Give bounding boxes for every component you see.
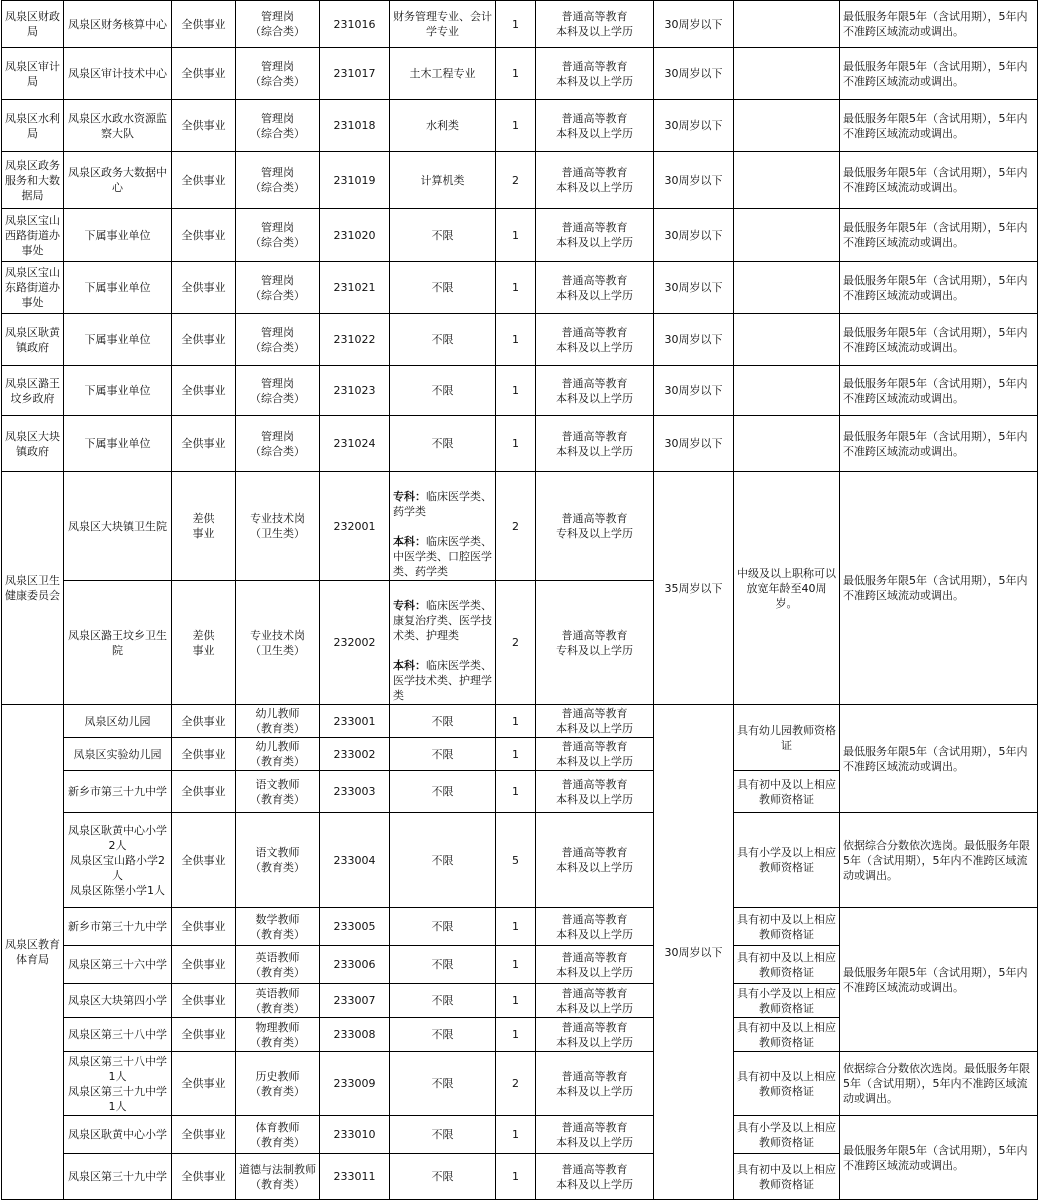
cell-dept: 下属事业单位	[64, 314, 172, 366]
cell-major: 土木工程专业	[390, 48, 496, 100]
table-row	[2, 1116, 1038, 1154]
job-table	[1, 0, 1038, 1200]
cell-code: 233011	[320, 1154, 390, 1200]
cell-edu: 普通高等教育 专科及以上学历	[536, 581, 654, 705]
cell-unit: 凤泉区审计局	[2, 48, 64, 100]
cell-nature: 全供事业	[172, 1154, 236, 1200]
cell-major: 不限	[390, 314, 496, 366]
cell-post: 道德与法制教师 （教育类）	[236, 1154, 320, 1200]
cell-dept: 下属事业单位	[64, 209, 172, 262]
cell-note: 最低服务年限5年（含试用期），5年内不准跨区域流动或调出。	[840, 705, 1038, 813]
cell-major: 不限	[390, 1018, 496, 1052]
cell-post: 管理岗 （综合类）	[236, 209, 320, 262]
cell-note: 依据综合分数依次选岗。最低服务年限5年（含试用期），5年内不准跨区域流动或调出。	[840, 813, 1038, 908]
cell-nature: 全供事业	[172, 314, 236, 366]
cell-nature: 全供事业	[172, 209, 236, 262]
cell-nature: 差供 事业	[172, 472, 236, 581]
cell-dept: 下属事业单位	[64, 262, 172, 314]
cell-edu: 普通高等教育 本科及以上学历	[536, 813, 654, 908]
table-row	[2, 1052, 1038, 1116]
major-text-zk: 临床医学类、药学类	[393, 490, 492, 518]
cell-nature: 全供事业	[172, 262, 236, 314]
cell-unit: 凤泉区潞王坟乡政府	[2, 366, 64, 416]
cell-edu: 普通高等教育 本科及以上学历	[536, 1154, 654, 1200]
table-row	[2, 48, 1038, 100]
cell-unit: 凤泉区卫生健康委员会	[2, 472, 64, 705]
cell-post: 专业技术岗 （卫生类）	[236, 472, 320, 581]
cell-unit: 凤泉区耿黄镇政府	[2, 314, 64, 366]
cell-post: 物理教师 （教育类）	[236, 1018, 320, 1052]
cell-post: 语文教师 （教育类）	[236, 813, 320, 908]
cell-other: 具有初中及以上相应教师资格证	[734, 1154, 840, 1200]
cell-nature: 全供事业	[172, 946, 236, 984]
cell-post: 管理岗 （综合类）	[236, 262, 320, 314]
cell-dept: 凤泉区潞王坟乡卫生院	[64, 581, 172, 705]
cell-post: 语文教师 （教育类）	[236, 771, 320, 813]
cell-num: 1	[496, 100, 536, 152]
major-label-bk: 本科：	[393, 659, 426, 672]
cell-note: 最低服务年限5年（含试用期），5年内不准跨区域流动或调出。	[840, 1, 1038, 48]
cell-age: 30周岁以下	[654, 1, 734, 48]
cell-code: 231024	[320, 416, 390, 472]
cell-unit: 凤泉区宝山东路街道办事处	[2, 262, 64, 314]
cell-num: 1	[496, 48, 536, 100]
cell-dept: 新乡市第三十九中学	[64, 908, 172, 946]
cell-nature: 全供事业	[172, 813, 236, 908]
cell-edu: 普通高等教育 本科及以上学历	[536, 946, 654, 984]
cell-code: 231019	[320, 152, 390, 209]
cell-note: 依据综合分数依次选岗。最低服务年限5年（含试用期），5年内不准跨区域流动或调出。	[840, 1052, 1038, 1116]
cell-dept: 凤泉区第三十八中学1人 凤泉区第三十九中学1人	[64, 1052, 172, 1116]
cell-other: 具有初中及以上相应教师资格证	[734, 946, 840, 984]
cell-num: 1	[496, 416, 536, 472]
cell-age: 30周岁以下	[654, 416, 734, 472]
cell-edu: 普通高等教育 本科及以上学历	[536, 705, 654, 738]
cell-post: 管理岗 （综合类）	[236, 48, 320, 100]
cell-code: 233004	[320, 813, 390, 908]
cell-post: 幼儿教师 （教育类）	[236, 738, 320, 771]
table-row	[2, 152, 1038, 209]
table-row	[2, 472, 1038, 581]
major-label-zk: 专科：	[393, 490, 426, 503]
cell-note: 最低服务年限5年（含试用期），5年内不准跨区域流动或调出。	[840, 48, 1038, 100]
cell-num: 2	[496, 472, 536, 581]
cell-other: 具有初中及以上相应教师资格证	[734, 771, 840, 813]
cell-other	[734, 366, 840, 416]
cell-post: 管理岗 （综合类）	[236, 314, 320, 366]
cell-age: 30周岁以下	[654, 314, 734, 366]
cell-code: 232001	[320, 472, 390, 581]
cell-unit: 凤泉区财政局	[2, 1, 64, 48]
cell-note: 最低服务年限5年（含试用期），5年内不准跨区域流动或调出。	[840, 314, 1038, 366]
table-row	[2, 314, 1038, 366]
cell-other	[734, 262, 840, 314]
cell-dept: 凤泉区审计技术中心	[64, 48, 172, 100]
cell-nature: 差供 事业	[172, 581, 236, 705]
cell-num: 1	[496, 908, 536, 946]
cell-num: 1	[496, 705, 536, 738]
cell-num: 1	[496, 771, 536, 813]
table-row	[2, 262, 1038, 314]
cell-dept: 下属事业单位	[64, 416, 172, 472]
cell-major: 不限	[390, 209, 496, 262]
cell-dept: 凤泉区大块第四小学	[64, 984, 172, 1018]
cell-code: 232002	[320, 581, 390, 705]
cell-nature: 全供事业	[172, 1, 236, 48]
cell-age: 30周岁以下	[654, 152, 734, 209]
cell-other	[734, 314, 840, 366]
table-row	[2, 209, 1038, 262]
cell-age: 30周岁以下	[654, 209, 734, 262]
cell-code: 233009	[320, 1052, 390, 1116]
cell-major: 不限	[390, 771, 496, 813]
cell-dept: 凤泉区第三十八中学	[64, 1018, 172, 1052]
cell-num: 5	[496, 813, 536, 908]
cell-dept: 凤泉区第三十九中学	[64, 1154, 172, 1200]
cell-code: 233001	[320, 705, 390, 738]
cell-post: 专业技术岗 （卫生类）	[236, 581, 320, 705]
cell-major: 财务管理专业、会计学专业	[390, 1, 496, 48]
cell-nature: 全供事业	[172, 416, 236, 472]
cell-edu: 普通高等教育 本科及以上学历	[536, 366, 654, 416]
cell-other: 具有小学及以上相应教师资格证	[734, 984, 840, 1018]
cell-nature: 全供事业	[172, 1116, 236, 1154]
cell-major: 不限	[390, 1052, 496, 1116]
cell-num: 1	[496, 366, 536, 416]
cell-edu: 普通高等教育 本科及以上学历	[536, 1018, 654, 1052]
cell-code: 231017	[320, 48, 390, 100]
cell-num: 1	[496, 1018, 536, 1052]
cell-other	[734, 209, 840, 262]
cell-nature: 全供事业	[172, 100, 236, 152]
table-row	[2, 100, 1038, 152]
cell-post: 数学教师 （教育类）	[236, 908, 320, 946]
cell-age: 30周岁以下	[654, 48, 734, 100]
cell-post: 体育教师 （教育类）	[236, 1116, 320, 1154]
cell-code: 231022	[320, 314, 390, 366]
cell-code: 233008	[320, 1018, 390, 1052]
cell-major	[390, 472, 496, 581]
cell-num: 1	[496, 1154, 536, 1200]
cell-major: 不限	[390, 366, 496, 416]
cell-edu: 普通高等教育 本科及以上学历	[536, 1, 654, 48]
cell-unit: 凤泉区水利局	[2, 100, 64, 152]
cell-num: 1	[496, 1116, 536, 1154]
cell-code: 231020	[320, 209, 390, 262]
cell-code: 233010	[320, 1116, 390, 1154]
cell-edu: 普通高等教育 本科及以上学历	[536, 984, 654, 1018]
cell-unit: 凤泉区政务服务和大数据局	[2, 152, 64, 209]
cell-note: 最低服务年限5年（含试用期），5年内不准跨区域流动或调出。	[840, 472, 1038, 705]
cell-nature: 全供事业	[172, 738, 236, 771]
cell-major: 不限	[390, 1154, 496, 1200]
table-row	[2, 366, 1038, 416]
cell-other	[734, 100, 840, 152]
cell-other: 具有初中及以上相应教师资格证	[734, 1018, 840, 1052]
cell-edu: 普通高等教育 本科及以上学历	[536, 416, 654, 472]
cell-dept: 凤泉区政务大数据中心	[64, 152, 172, 209]
cell-post: 英语教师 （教育类）	[236, 946, 320, 984]
cell-age: 30周岁以下	[654, 100, 734, 152]
cell-post: 管理岗 （综合类）	[236, 1, 320, 48]
cell-edu: 普通高等教育 本科及以上学历	[536, 1116, 654, 1154]
cell-dept: 凤泉区水政水资源监察大队	[64, 100, 172, 152]
cell-major: 不限	[390, 738, 496, 771]
cell-other: 具有初中及以上相应教师资格证	[734, 908, 840, 946]
table-row	[2, 705, 1038, 738]
cell-num: 2	[496, 1052, 536, 1116]
cell-edu: 普通高等教育 本科及以上学历	[536, 314, 654, 366]
cell-unit: 凤泉区宝山西路街道办事处	[2, 209, 64, 262]
cell-num: 1	[496, 984, 536, 1018]
cell-other: 具有初中及以上相应教师资格证	[734, 1052, 840, 1116]
cell-nature: 全供事业	[172, 1018, 236, 1052]
cell-unit: 凤泉区教育体育局	[2, 705, 64, 1200]
cell-edu: 普通高等教育 本科及以上学历	[536, 908, 654, 946]
cell-dept: 凤泉区耿黄中心小学2人 凤泉区宝山路小学2人 凤泉区陈堡小学1人	[64, 813, 172, 908]
cell-dept: 凤泉区幼儿园	[64, 705, 172, 738]
cell-other	[734, 1, 840, 48]
cell-num: 1	[496, 738, 536, 771]
cell-other: 具有小学及以上相应教师资格证	[734, 813, 840, 908]
cell-age: 30周岁以下	[654, 366, 734, 416]
cell-nature: 全供事业	[172, 771, 236, 813]
cell-other	[734, 48, 840, 100]
cell-dept: 凤泉区大块镇卫生院	[64, 472, 172, 581]
cell-major: 不限	[390, 705, 496, 738]
cell-note: 最低服务年限5年（含试用期），5年内不准跨区域流动或调出。	[840, 262, 1038, 314]
cell-major: 水利类	[390, 100, 496, 152]
cell-other	[734, 152, 840, 209]
cell-nature: 全供事业	[172, 48, 236, 100]
cell-major: 不限	[390, 1116, 496, 1154]
cell-edu: 普通高等教育 本科及以上学历	[536, 262, 654, 314]
cell-post: 历史教师 （教育类）	[236, 1052, 320, 1116]
cell-code: 233005	[320, 908, 390, 946]
cell-post: 管理岗 （综合类）	[236, 152, 320, 209]
cell-major: 不限	[390, 984, 496, 1018]
table-row	[2, 813, 1038, 908]
cell-post: 英语教师 （教育类）	[236, 984, 320, 1018]
table-row	[2, 1, 1038, 48]
cell-dept: 凤泉区实验幼儿园	[64, 738, 172, 771]
cell-unit: 凤泉区大块镇政府	[2, 416, 64, 472]
cell-note: 最低服务年限5年（含试用期），5年内不准跨区域流动或调出。	[840, 416, 1038, 472]
cell-edu: 普通高等教育 本科及以上学历	[536, 209, 654, 262]
major-label-zk: 专科：	[393, 599, 426, 612]
cell-code: 233007	[320, 984, 390, 1018]
cell-nature: 全供事业	[172, 908, 236, 946]
cell-major: 计算机类	[390, 152, 496, 209]
cell-edu: 普通高等教育 本科及以上学历	[536, 771, 654, 813]
cell-edu: 普通高等教育 本科及以上学历	[536, 100, 654, 152]
cell-num: 2	[496, 581, 536, 705]
cell-nature: 全供事业	[172, 1052, 236, 1116]
cell-code: 233003	[320, 771, 390, 813]
cell-num: 1	[496, 209, 536, 262]
cell-num: 1	[496, 262, 536, 314]
table-row	[2, 416, 1038, 472]
cell-dept: 凤泉区财务核算中心	[64, 1, 172, 48]
cell-post: 管理岗 （综合类）	[236, 100, 320, 152]
cell-major: 不限	[390, 813, 496, 908]
major-text-bk: 临床医学类、中医学类、口腔医学类、药学类	[393, 535, 492, 578]
cell-code: 231018	[320, 100, 390, 152]
cell-major: 不限	[390, 262, 496, 314]
cell-other	[734, 416, 840, 472]
cell-note: 最低服务年限5年（含试用期），5年内不准跨区域流动或调出。	[840, 908, 1038, 1052]
cell-dept: 下属事业单位	[64, 366, 172, 416]
cell-major: 不限	[390, 416, 496, 472]
cell-age: 30周岁以下	[654, 705, 734, 1200]
cell-other: 具有小学及以上相应教师资格证	[734, 1116, 840, 1154]
cell-num: 1	[496, 1, 536, 48]
cell-note: 最低服务年限5年（含试用期），5年内不准跨区域流动或调出。	[840, 152, 1038, 209]
cell-nature: 全供事业	[172, 984, 236, 1018]
cell-edu: 普通高等教育 本科及以上学历	[536, 48, 654, 100]
cell-post: 管理岗 （综合类）	[236, 366, 320, 416]
cell-dept: 凤泉区耿黄中心小学	[64, 1116, 172, 1154]
cell-major: 不限	[390, 946, 496, 984]
cell-edu: 普通高等教育 本科及以上学历	[536, 738, 654, 771]
cell-nature: 全供事业	[172, 705, 236, 738]
major-text-zk: 临床医学类、康复治疗类、医学技术类、护理类	[393, 599, 492, 642]
cell-nature: 全供事业	[172, 366, 236, 416]
cell-code: 231023	[320, 366, 390, 416]
cell-dept: 凤泉区第三十六中学	[64, 946, 172, 984]
cell-post: 管理岗 （综合类）	[236, 416, 320, 472]
cell-num: 2	[496, 152, 536, 209]
cell-major	[390, 581, 496, 705]
major-label-bk: 本科：	[393, 535, 426, 548]
table-row	[2, 908, 1038, 946]
major-text-bk: 临床医学类、医学技术类、护理学类	[393, 659, 492, 702]
cell-note: 最低服务年限5年（含试用期），5年内不准跨区域流动或调出。	[840, 366, 1038, 416]
cell-note: 最低服务年限5年（含试用期），5年内不准跨区域流动或调出。	[840, 209, 1038, 262]
cell-nature: 全供事业	[172, 152, 236, 209]
cell-code: 233002	[320, 738, 390, 771]
cell-post: 幼儿教师 （教育类）	[236, 705, 320, 738]
cell-code: 231016	[320, 1, 390, 48]
cell-edu: 普通高等教育 专科及以上学历	[536, 472, 654, 581]
cell-age: 30周岁以下	[654, 262, 734, 314]
cell-dept: 新乡市第三十九中学	[64, 771, 172, 813]
cell-edu: 普通高等教育 本科及以上学历	[536, 1052, 654, 1116]
cell-num: 1	[496, 314, 536, 366]
cell-edu: 普通高等教育 本科及以上学历	[536, 152, 654, 209]
cell-age: 35周岁以下	[654, 472, 734, 705]
cell-note: 最低服务年限5年（含试用期），5年内不准跨区域流动或调出。	[840, 100, 1038, 152]
cell-other: 具有幼儿园教师资格证	[734, 705, 840, 771]
cell-note: 最低服务年限5年（含试用期），5年内不准跨区域流动或调出。	[840, 1116, 1038, 1200]
cell-other: 中级及以上职称可以放宽年龄至40周岁。	[734, 472, 840, 705]
cell-num: 1	[496, 946, 536, 984]
cell-major: 不限	[390, 908, 496, 946]
cell-code: 231021	[320, 262, 390, 314]
cell-code: 233006	[320, 946, 390, 984]
